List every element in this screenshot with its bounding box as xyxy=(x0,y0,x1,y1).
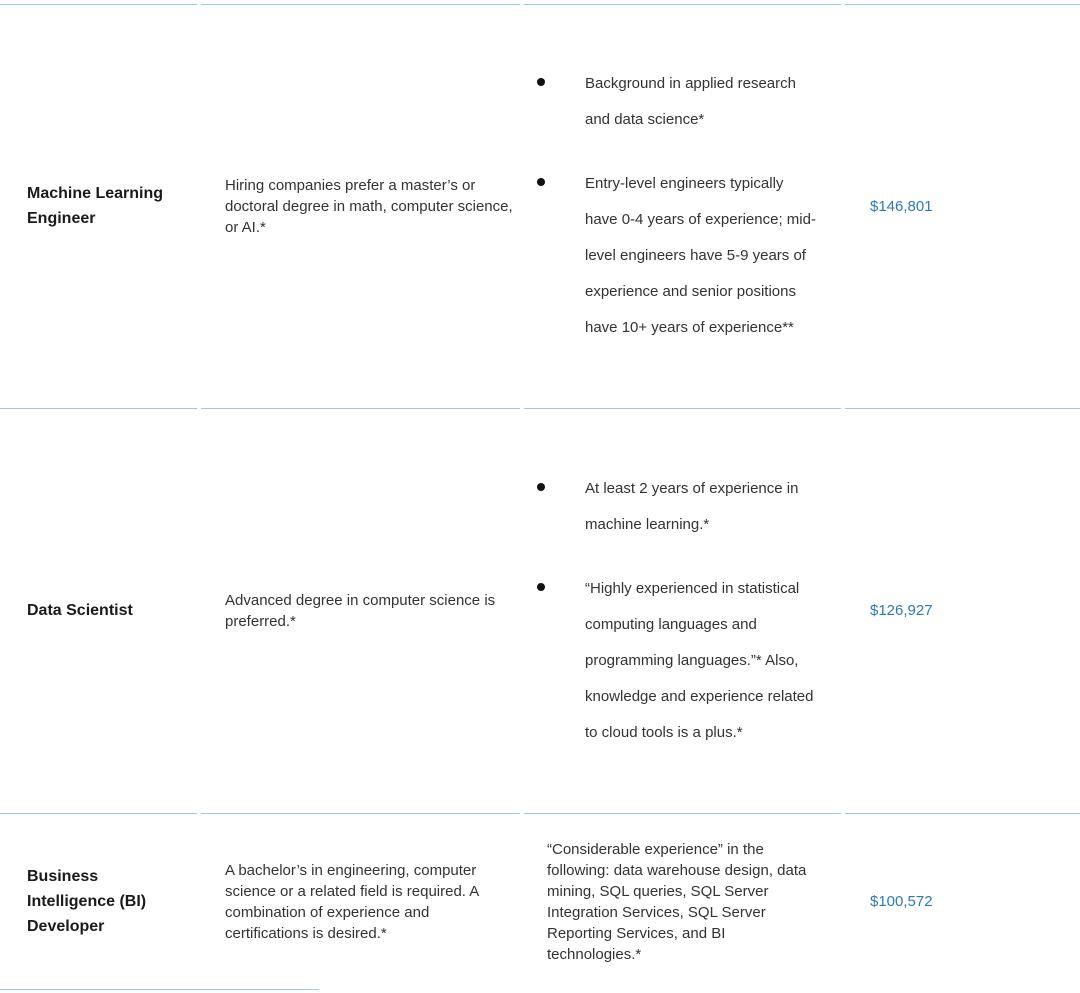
education-cell xyxy=(225,408,515,813)
experience-cell xyxy=(535,408,835,813)
bullet-icon xyxy=(537,178,545,186)
education-text: Hiring companies prefer a master’s or doctoral degree in math, computer science, or AI.* xyxy=(225,176,513,236)
salary-cell xyxy=(870,408,1070,813)
education-cell xyxy=(225,4,515,408)
role-title: Business Intelligence (BI) Developer xyxy=(27,868,147,935)
salary-link[interactable]: $146,801 xyxy=(870,197,933,215)
salary-link[interactable]: $126,927 xyxy=(870,602,933,619)
list-item: Background in applied research and data science* xyxy=(535,66,820,138)
experience-cell xyxy=(535,4,835,408)
table-row xyxy=(0,408,1080,813)
salary-cell xyxy=(870,813,1070,990)
education-text: Advanced degree in computer science is preferred.* xyxy=(225,591,496,630)
list-item: “Highly experienced in statistical computing languages and programming languages.”* Also, knowledge and experience related to cloud tools is a plus.* xyxy=(535,571,820,751)
salary-cell xyxy=(870,4,1070,408)
role-title: Machine Learning Engineer xyxy=(27,185,164,227)
role-cell xyxy=(27,4,197,408)
table-row xyxy=(0,813,1080,990)
list-item: At least 2 years of experience in machine learning.* xyxy=(535,471,820,543)
role-title: Data Scientist xyxy=(27,602,133,619)
bullet-icon xyxy=(537,483,545,491)
education-cell xyxy=(225,813,515,990)
role-cell xyxy=(27,408,197,813)
experience-list xyxy=(535,66,820,346)
list-item: Entry-level engineers typically have 0-4 years of experience; mid-level engineers have 5-9 years of experience and senior positions have 10+ years of experience** xyxy=(535,166,820,346)
bullet-icon xyxy=(537,583,545,591)
education-text: A bachelor’s in engineering, computer science or a related field is required. A combination of experience and certifications is desired.* xyxy=(225,861,479,942)
bullet-icon xyxy=(537,78,545,86)
role-cell xyxy=(27,813,197,990)
experience-text: “Considerable experience” in the following: data warehouse design, data mining, SQL queries, SQL Server Integration Services, SQL Server Reporting Services, and BI technologies.* xyxy=(547,840,807,963)
experience-cell xyxy=(536,813,836,990)
row-divider xyxy=(0,989,235,990)
table-row xyxy=(0,4,1080,408)
experience-list xyxy=(535,471,820,751)
salary-link[interactable]: $100,572 xyxy=(870,893,933,910)
